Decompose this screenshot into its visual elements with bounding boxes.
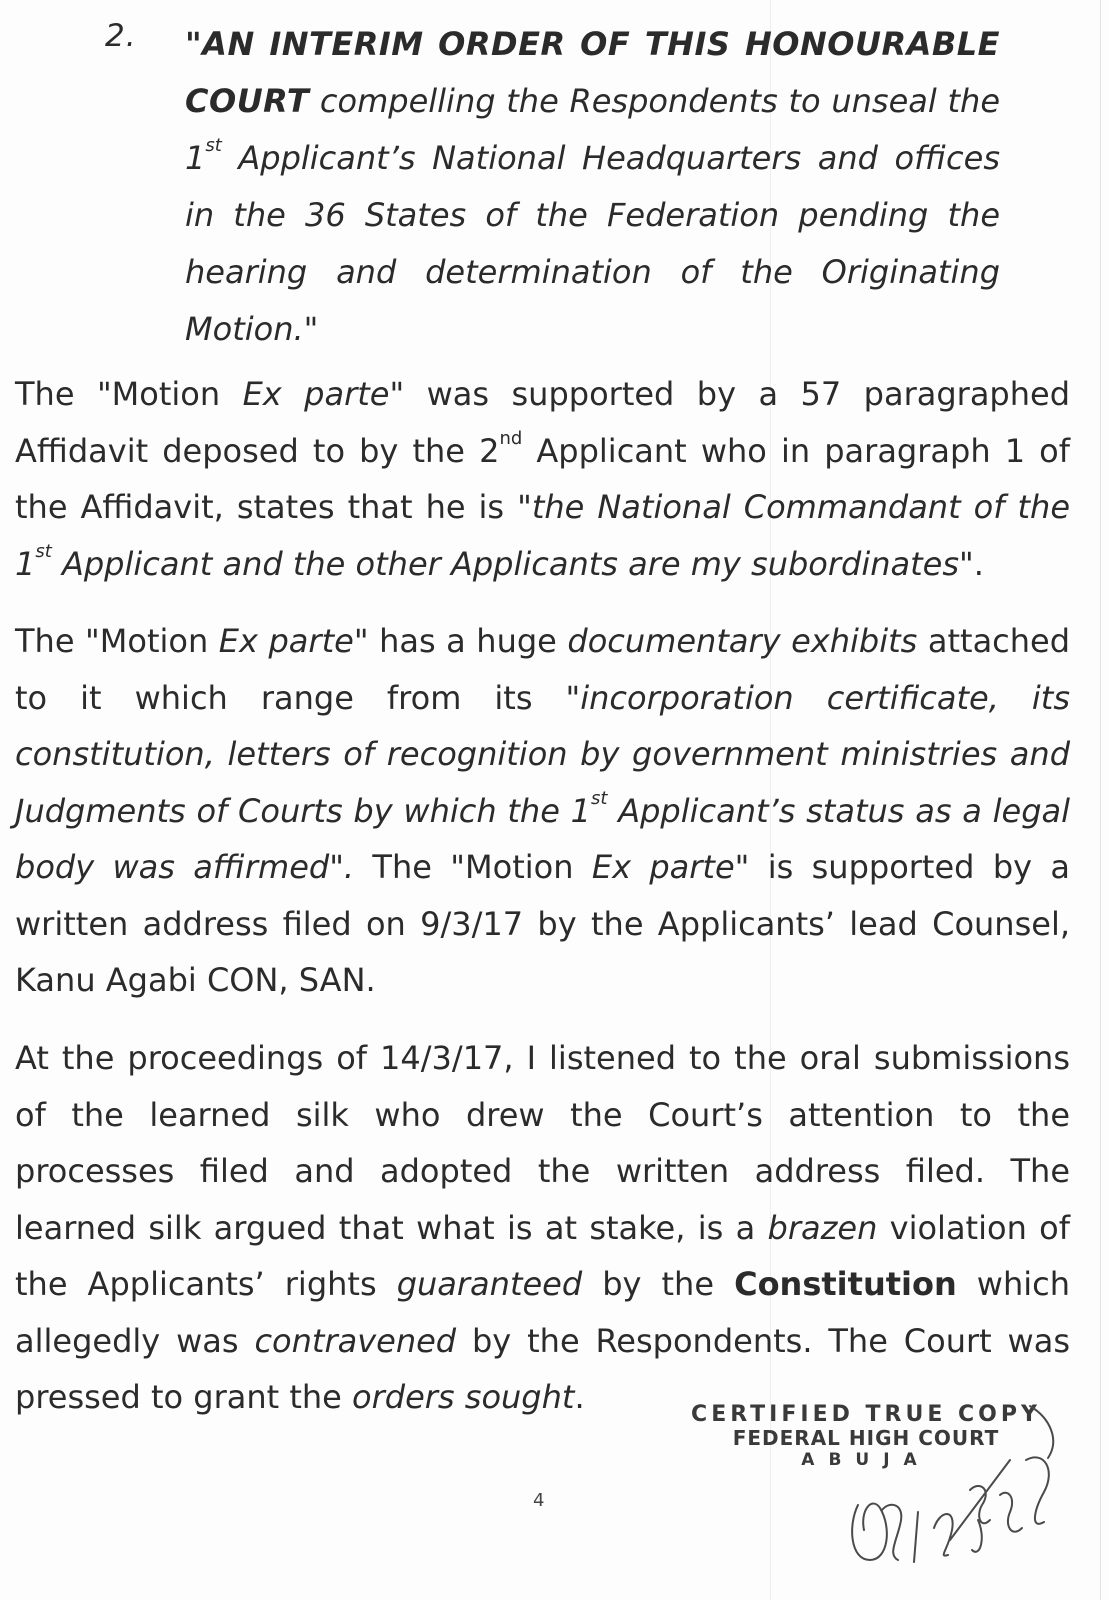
- item-number: 2.: [105, 18, 137, 54]
- paragraph-affidavit: The "Motion Ex parte" was supported by a 57 paragraphed Affidavit deposed to by the 2nd Applicant who in paragraph 1 of the Affidavit, states that he is "the National Commandant of the 1st Applicant and the other Applicants are my subordinates".: [15, 375, 1071, 583]
- item-text: "AN INTERIM ORDER OF THIS HONOURABLE COURT compelling the Respondents to unseal the 1st Applicant’s National Headquarters and offices in the 36 States of the Federation pending the hearing and determination of the Originating Motion.": [185, 25, 1000, 348]
- stamp-line-city: ABUJA: [801, 1450, 931, 1470]
- item-heading: "AN INTERIM ORDER OF THIS HONOURABLE COURT: [185, 25, 1000, 120]
- paragraph-exhibits: The "Motion Ex parte" has a huge documentary exhibits attached to it which range from its "incorporation certificate, its constitution, letters of recognition by government ministries and Judgments of Courts by which the 1st Applicant’s status as a legal body was affirmed". The "Motion Ex parte" is supported by a written address filed on 9/3/17 by the Applicants’ lead Counsel, Kanu Agabi CON, SAN.: [15, 622, 1071, 999]
- handwritten-signature: [830, 1400, 1070, 1580]
- stamp-line-court: FEDERAL HIGH COURT: [732, 1426, 1000, 1450]
- paragraph-proceedings: At the proceedings of 14/3/17, I listened to the oral submissions of the learned silk who drew the Court’s attention to the processes filed and adopted the written address filed. The learned silk argued that what is at stake, is a brazen violation of the Applicants’ rights guaranteed by the Constitution which allegedly was contravened by the Respondents. The Court was pressed to grant the orders sought.: [15, 1039, 1071, 1416]
- page-number: 4: [533, 1490, 545, 1511]
- scan-artifact-line: [1100, 0, 1101, 1600]
- stamp-line-certified: CERTIFIED TRUE COPY: [691, 1402, 1041, 1427]
